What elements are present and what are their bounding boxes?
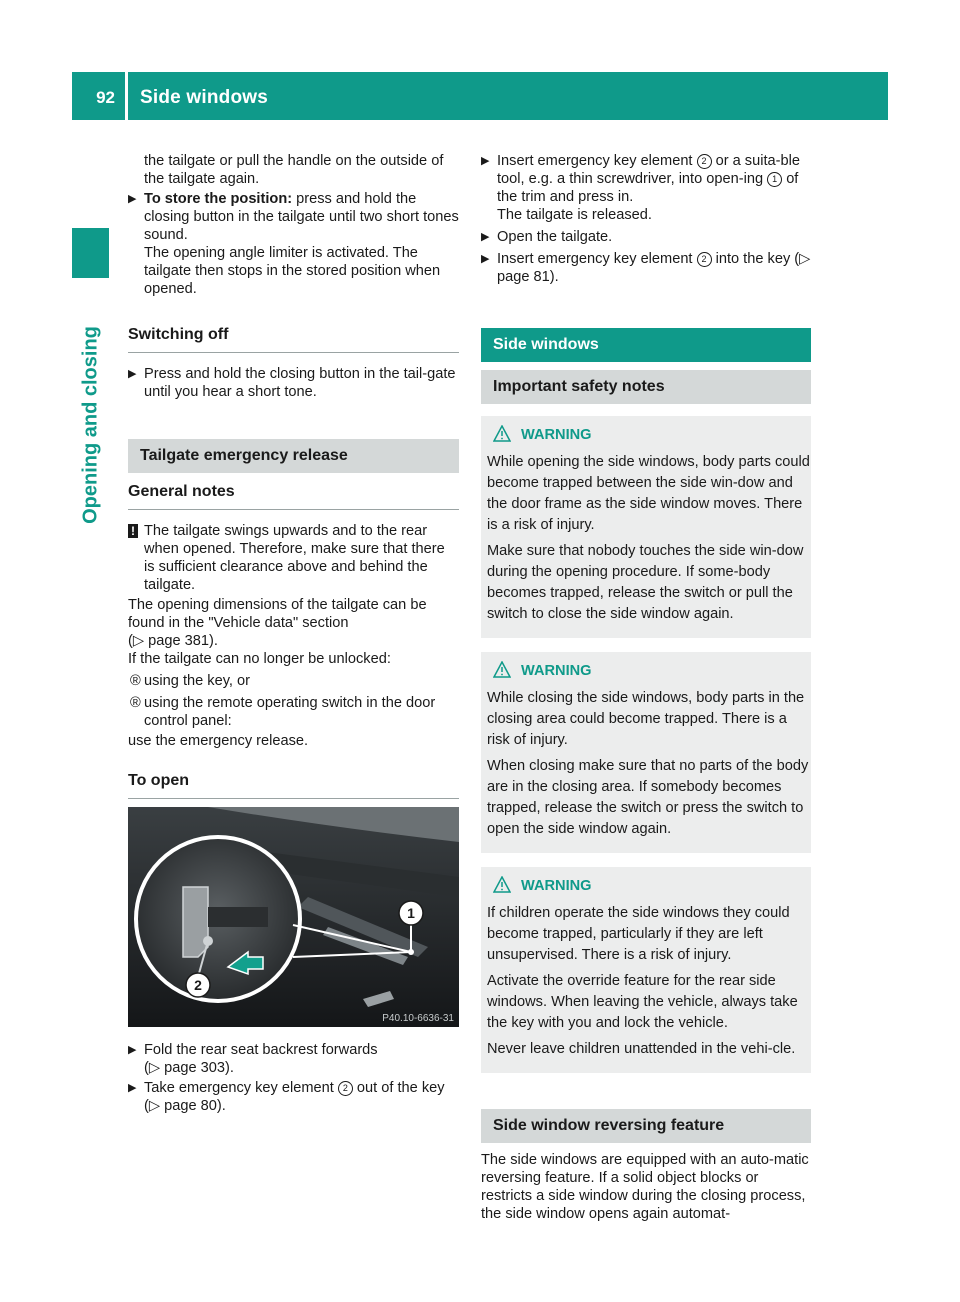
warning-text: While closing the side windows, body parts in the closing area could become trapped. There is a risk of injury.	[487, 690, 805, 748]
heading-side-windows: Side windows	[481, 328, 811, 362]
tailgate-release-figure	[128, 807, 459, 1027]
bullet-icon: ®	[130, 673, 141, 689]
step: ▶ Take emergency key element 2 out of the key (▷ page 80).	[128, 1080, 445, 1114]
step: ▶ To store the position: press and hold the closing button in the tailgate until two short tones sound.	[128, 191, 459, 243]
warning-box	[481, 416, 811, 638]
marker-2-icon: 2	[338, 1081, 353, 1096]
warning-title: WARNING	[487, 877, 811, 895]
section-tab	[72, 228, 109, 278]
step: ▶ Open the tailgate.	[481, 229, 613, 245]
side-label	[72, 300, 109, 550]
marker-1-icon: 1	[767, 172, 782, 187]
marker-2-icon: 2	[697, 154, 712, 169]
warning-text: Never leave children unattended in the vehi-cle.	[487, 1041, 796, 1057]
step-reference: (▷ page 303).	[144, 1060, 234, 1076]
arrow-icon: ▶	[128, 193, 137, 205]
page-number-box	[72, 72, 125, 120]
page-number: 92	[96, 88, 115, 107]
figure-illustration	[128, 807, 459, 1027]
right-column	[481, 152, 811, 1223]
step: ▶ Fold the rear seat backrest forwards	[128, 1042, 378, 1058]
arrow-icon: ▶	[128, 368, 137, 380]
arrow-icon: ▶	[128, 1044, 137, 1056]
marker-1-label: 1	[407, 905, 415, 921]
step-result: The opening angle limiter is activated. The tailgate then stops in the stored position when opened.	[144, 245, 441, 297]
warning-title: WARNING	[487, 662, 811, 680]
warning-title: WARNING	[487, 426, 811, 444]
arrow-icon: ▶	[128, 1082, 137, 1094]
marker-2-icon: 2	[697, 252, 712, 267]
paragraph: the tailgate or pull the handle on the outside of the tailgate again.	[144, 153, 444, 187]
note: ! The tailgate swings upwards and to the rear when opened. Therefore, make sure that there is sufficient clearance above and behind the tailgate.	[128, 522, 459, 594]
warning-box	[481, 867, 811, 1073]
paragraph: The opening dimensions of the tailgate can be found in the "Vehicle data" section	[128, 597, 427, 631]
arrow-icon: ▶	[481, 155, 490, 167]
paragraph: If the tailgate can no longer be unlocked:	[128, 651, 391, 667]
warning-triangle-icon	[493, 425, 511, 442]
exclamation-icon: !	[128, 524, 138, 538]
header-bar	[128, 72, 888, 120]
heading-safety-notes: Important safety notes	[481, 370, 811, 404]
warning-box	[481, 652, 811, 853]
paragraph: (▷ page 381).	[128, 633, 218, 649]
marker-2-label: 2	[194, 977, 202, 993]
heading-to-open: To open	[128, 772, 459, 799]
warning-triangle-icon	[493, 661, 511, 678]
figure-code: P40.10-6636-31	[382, 1013, 454, 1024]
warning-text: Activate the override feature for the rear side windows. When leaving the vehicle, always take the key with you and lock the vehicle.	[487, 973, 798, 1031]
step: ▶ Insert emergency key element 2 or a suita-ble tool, e.g. a thin screwdriver, into open-ing 1 of the trim and press in.	[481, 153, 800, 205]
left-column	[128, 152, 459, 1115]
bullet-icon: ®	[130, 695, 141, 711]
step-result: The tailgate is released.	[497, 207, 652, 223]
list-item: ® using the key, or	[130, 673, 250, 689]
warning-text: Make sure that nobody touches the side win-dow during the opening procedure. If some-body becomes trapped, release the switch or pull the switch to close the side window again.	[487, 543, 804, 622]
side-label-text: Opening and closing	[79, 326, 101, 524]
step: ▶ Press and hold the closing button in the tail-gate until you hear a short tone.	[128, 366, 456, 400]
heading-reversing-feature: Side window reversing feature	[481, 1109, 811, 1143]
list-item: ® using the remote operating switch in the door control panel:	[130, 695, 436, 729]
warning-text: When closing make sure that no parts of the body are in the closing area. If somebody becomes trapped, release the switch or press the switch to open the side window again.	[487, 758, 809, 837]
header-title: Side windows	[140, 87, 269, 108]
heading-general-notes: General notes	[128, 483, 459, 510]
paragraph: The side windows are equipped with an auto-matic reversing feature. If a solid object blocks or restricts a side window during the closing process, the side window opens again automat-	[481, 1152, 809, 1222]
warning-text: While opening the side windows, body parts could become trapped between the side win-dow and the door frame as the side window moves. There is a risk of injury.	[487, 454, 810, 533]
step: ▶ Insert emergency key element 2 into the key (▷ page 81).	[481, 251, 811, 285]
warning-triangle-icon	[493, 876, 511, 893]
paragraph: use the emergency release.	[128, 733, 309, 749]
arrow-icon: ▶	[481, 231, 490, 243]
heading-tailgate-emergency: Tailgate emergency release	[128, 439, 459, 473]
heading-switching-off: Switching off	[128, 326, 459, 353]
warning-text: If children operate the side windows they could become trapped, particularly if they are left unsupervised. There is a risk of injury.	[487, 905, 790, 963]
arrow-icon: ▶	[481, 253, 490, 265]
